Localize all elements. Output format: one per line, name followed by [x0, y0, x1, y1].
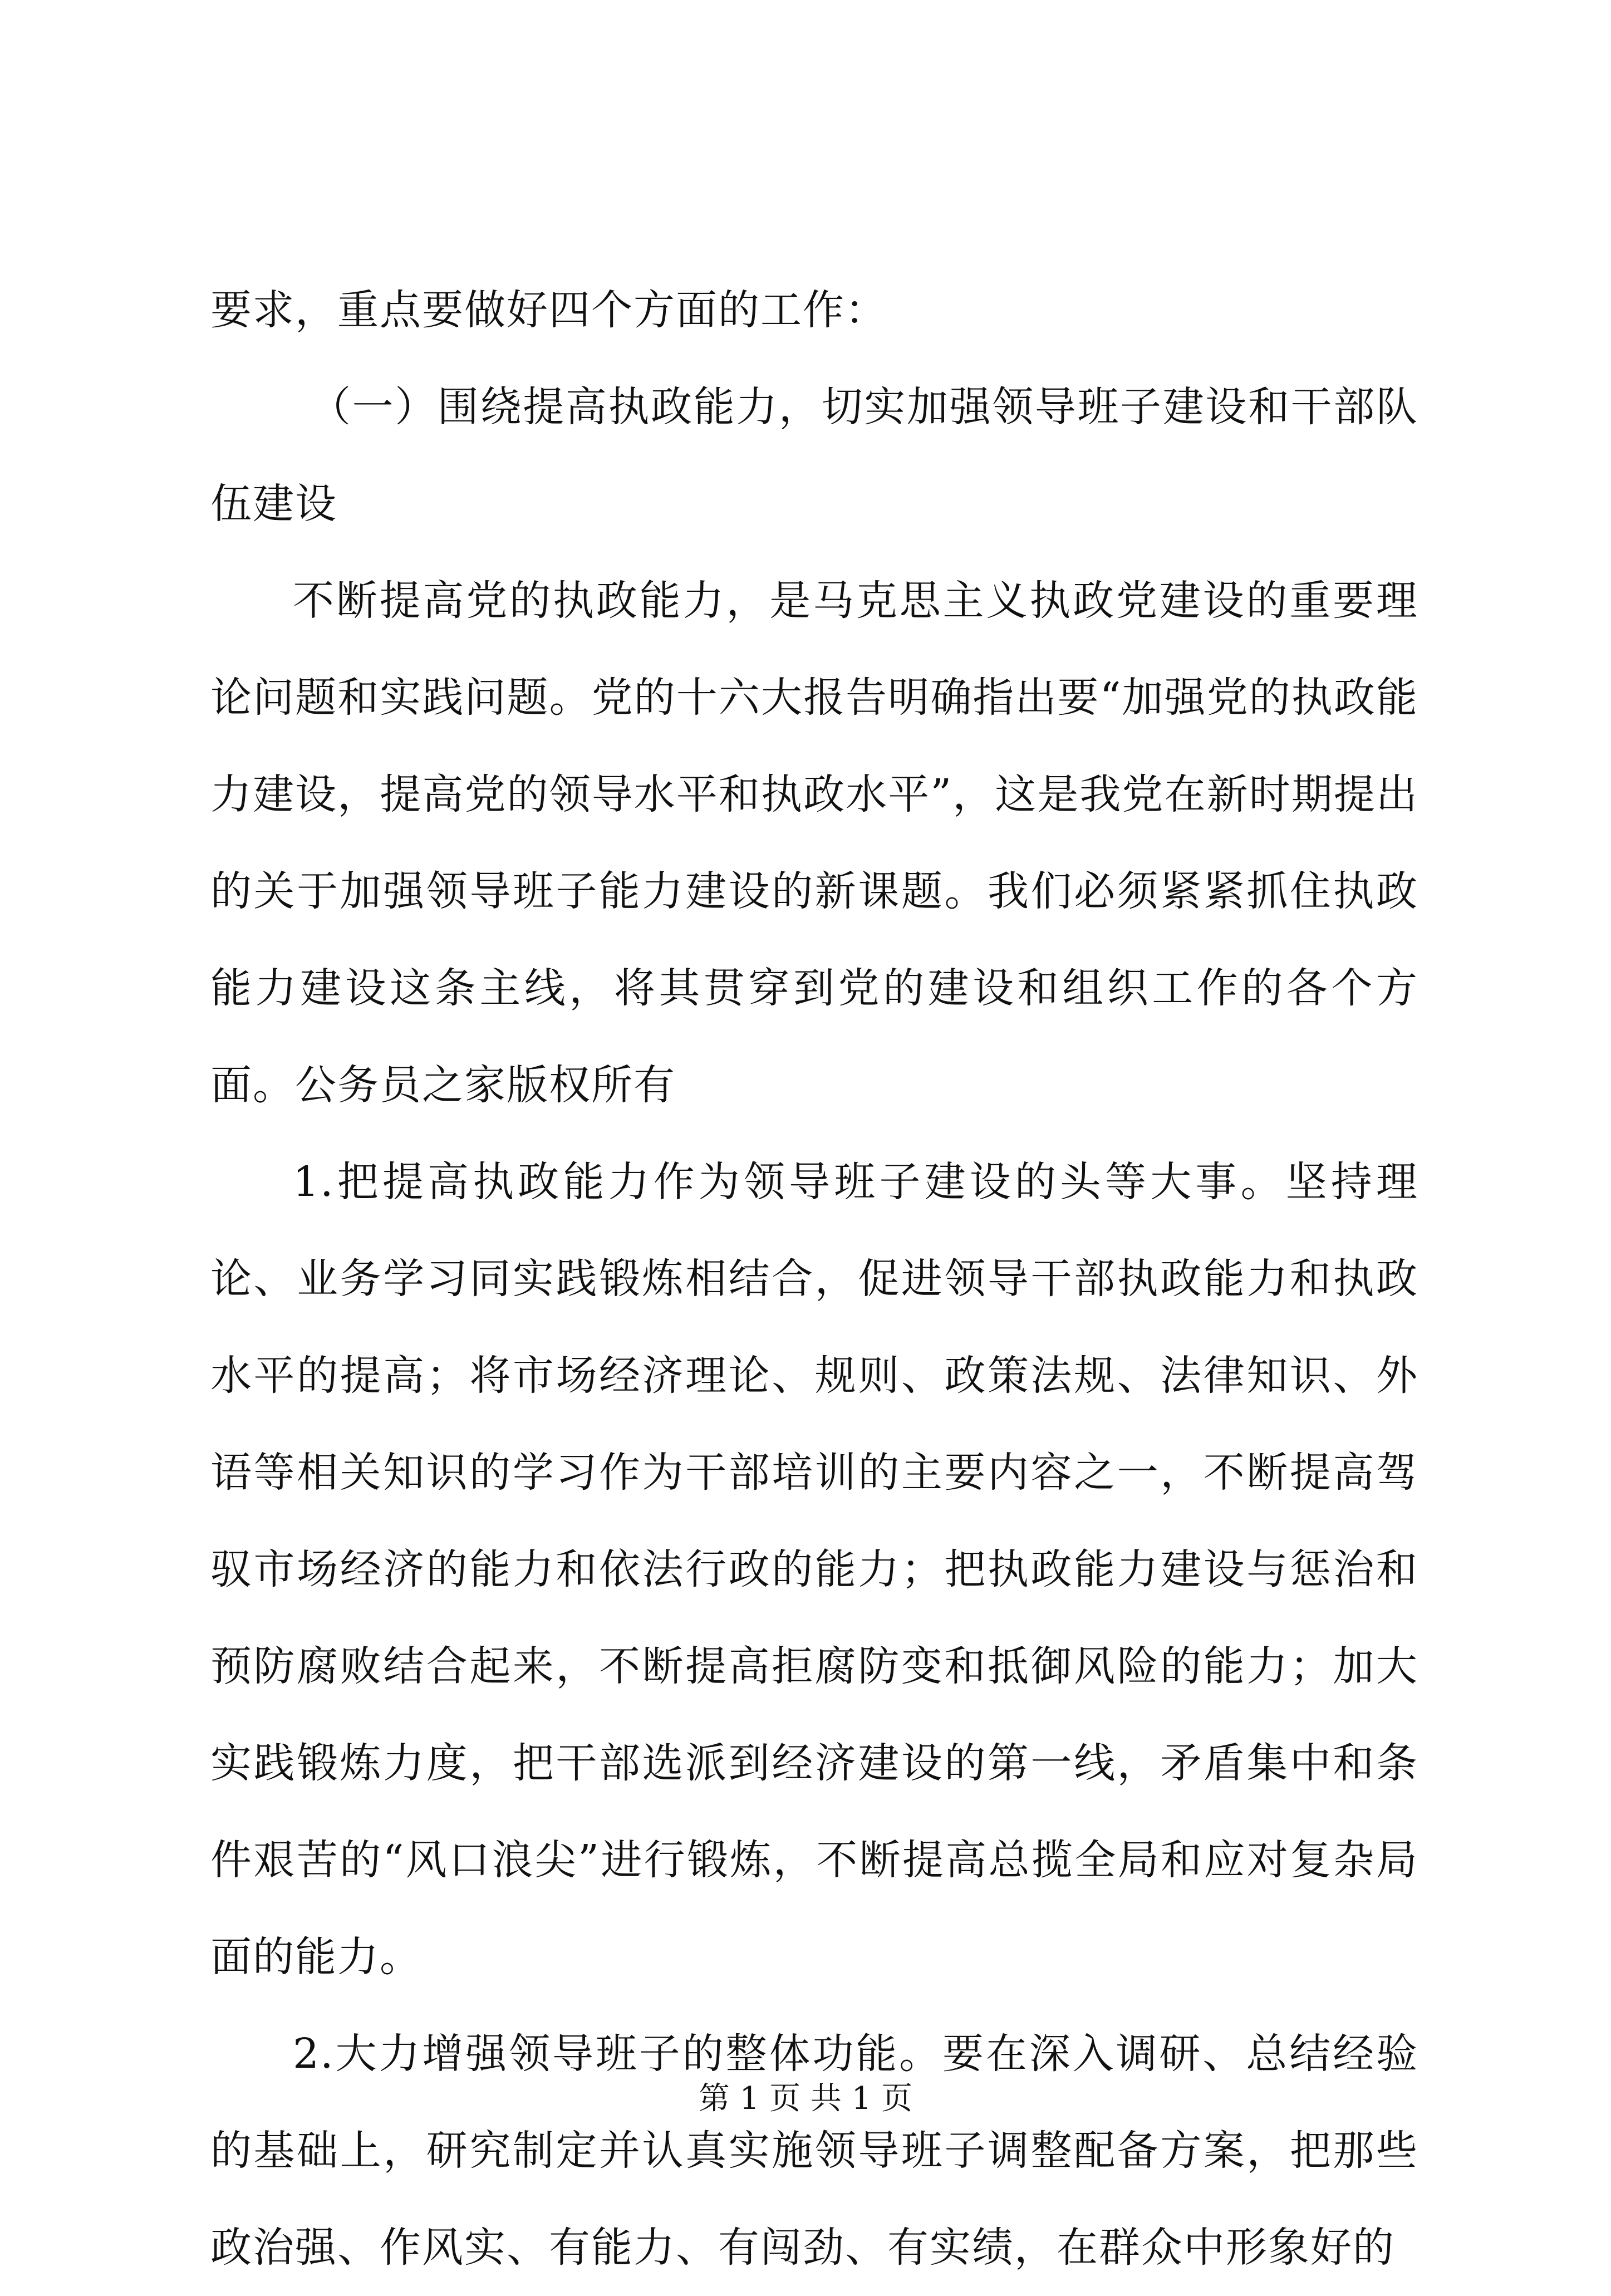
paragraph-item-1: 1.把提高执政能力作为领导班子建设的头等大事。坚持理论、业务学习同实践锻炼相结合，促进领导干部执政能力和执政水平的提高；将市场经济理论、规则、政策法规、法律知识、外语等相关知识的学习作为干部培训的主要内容之一，不断提高驾驭市场经济的能力和依法行政的能力；把执政能力建设与惩治和预防腐败结合起来，不断提高拒腐防变和抵御风险的能力；加大实践锻炼力度，把干部选派到经济建设的第一线，矛盾集中和条件艰苦的“风口浪尖”进行锻炼，不断提高总揽全局和应对复杂局面的能力。 [210, 1158, 1418, 1981]
paragraph-item-2: 2.大力增强领导班子的整体功能。要在深入调研、总结经验的基础上，研究制定并认真实施领导班子调整配备方案，把那些政治强、作风实、有能力、有闯劲、有实绩，在群众中形象好的 [210, 2030, 1418, 2272]
document-body [210, 262, 1418, 2296]
section-heading: （一）围绕提高执政能力，切实加强领导班子建设和干部队伍建设 [210, 383, 1418, 528]
page-footer: 第 1 页 共 1 页 [698, 2081, 913, 2117]
paragraph-intro: 不断提高党的执政能力，是马克思主义执政党建设的重要理论问题和实践问题。党的十六大报告明确指出要“加强党的执政能力建设，提高党的领导水平和执政水平”，这是我党在新时期提出的关于加强领导班子能力建设的新课题。我们必须紧紧抓住执政能力建设这条主线，将其贯穿到党的建设和组织工作的各个方面。公务员之家版权所有 [210, 577, 1418, 1109]
paragraph-continuation: 要求，重点要做好四个方面的工作： [210, 286, 887, 334]
